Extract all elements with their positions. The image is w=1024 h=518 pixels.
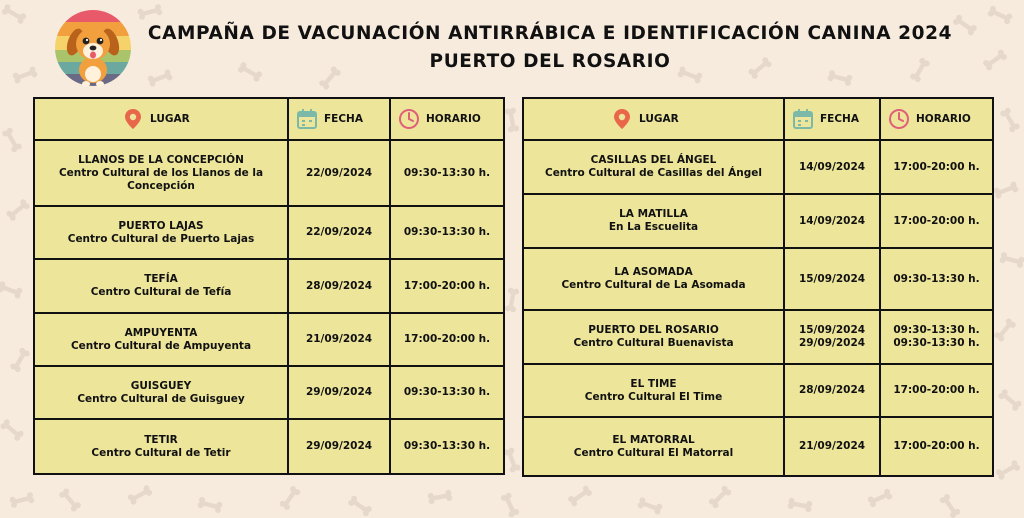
fecha-cell: 15/09/2024 <box>784 248 880 310</box>
fecha-cell <box>784 310 880 364</box>
header-horario <box>390 98 504 140</box>
lugar-cell <box>523 248 784 310</box>
venue-name: Centro Cultural Buenavista <box>573 337 734 349</box>
table-header-row <box>523 98 993 140</box>
lugar-cell <box>523 140 784 194</box>
lugar-cell <box>34 140 288 206</box>
table-row <box>34 140 504 206</box>
venue-name: Centro Cultural El Time <box>584 390 723 403</box>
table-row <box>34 259 504 313</box>
fecha-cell: 29/09/2024 <box>288 366 390 419</box>
header-horario <box>880 98 993 140</box>
lugar-cell <box>523 310 784 364</box>
venue-name: Centro Cultural de Tetir <box>91 446 231 459</box>
horario-cell: 09:30-13:30 h. <box>880 248 993 310</box>
horario-cell: 17:00-20:00 h. <box>390 259 504 313</box>
table-row <box>523 364 993 417</box>
horario-cell: 17:00-20:00 h. <box>880 364 993 417</box>
dog-logo <box>53 8 133 88</box>
lugar-cell <box>34 206 288 259</box>
place-name: TETIR <box>144 433 178 446</box>
place-name: LA MATILLA <box>619 208 688 220</box>
table-row <box>34 206 504 259</box>
place-name: LA ASOMADA <box>614 266 693 278</box>
lugar-cell <box>523 194 784 248</box>
table-row <box>523 194 993 248</box>
header-horario-label: HORARIO <box>426 112 481 125</box>
place-name: PUERTO DEL ROSARIO <box>588 324 719 336</box>
table-row <box>523 140 993 194</box>
header-fecha-label: FECHA <box>820 112 859 125</box>
venue-name: Centro Cultural de La Asomada <box>561 279 746 291</box>
clock-icon <box>398 108 420 130</box>
title-line-1: CAMPAÑA DE VACUNACIÓN ANTIRRÁBICA E IDENTIFICACIÓN CANINA 2024 <box>147 23 953 44</box>
clock-icon <box>888 108 910 130</box>
fecha-value: 15/09/2024 <box>798 324 866 336</box>
horario-value: 09:30-13:30 h. <box>893 324 980 336</box>
table-row <box>523 417 993 476</box>
fecha-value-2: 29/09/2024 <box>798 337 866 349</box>
header-lugar <box>523 98 784 140</box>
schedule-table-left <box>33 97 505 475</box>
location-pin-icon <box>122 108 144 130</box>
place-name: PUERTO LAJAS <box>118 219 204 232</box>
horario-cell: 17:00-20:00 h. <box>880 417 993 476</box>
place-name: AMPUYENTA <box>124 326 198 339</box>
fecha-cell: 28/09/2024 <box>288 259 390 313</box>
fecha-cell: 28/09/2024 <box>784 364 880 417</box>
venue-name: Centro Cultural de Tefía <box>90 286 232 298</box>
horario-cell: 17:00-20:00 h. <box>880 194 993 248</box>
table-row <box>34 419 504 474</box>
place-name: EL TIME <box>630 377 677 390</box>
header-horario-label: HORARIO <box>916 112 971 125</box>
horario-cell: 09:30-13:30 h. <box>390 140 504 206</box>
venue-name: Centro Cultural El Matorral <box>573 446 734 459</box>
lugar-cell <box>34 419 288 474</box>
schedule-table-right <box>522 97 994 477</box>
table-row <box>34 366 504 419</box>
venue-name: En La Escuelita <box>608 221 699 233</box>
header-fecha <box>784 98 880 140</box>
horario-cell: 09:30-13:30 h. <box>390 366 504 419</box>
place-name: LLANOS DE LA CONCEPCIÓN <box>78 153 244 166</box>
horario-cell: 09:30-13:30 h. <box>390 206 504 259</box>
fecha-cell: 21/09/2024 <box>288 313 390 366</box>
fecha-cell: 14/09/2024 <box>784 140 880 194</box>
horario-cell: 17:00-20:00 h. <box>390 313 504 366</box>
fecha-cell: 21/09/2024 <box>784 417 880 476</box>
venue-name: Centro Cultural de Guisguey <box>77 392 245 405</box>
venue-name: Centro Cultural de Puerto Lajas <box>67 232 255 245</box>
place-name: EL MATORRAL <box>612 433 695 446</box>
page-title <box>140 20 960 76</box>
title-line-2: PUERTO DEL ROSARIO <box>429 51 671 72</box>
table-header-row <box>34 98 504 140</box>
location-pin-icon <box>611 108 633 130</box>
header-fecha <box>288 98 390 140</box>
lugar-cell <box>34 259 288 313</box>
venue-name: Centro Cultural de los Llanos de la Concepción <box>58 166 264 192</box>
calendar-icon <box>792 108 814 130</box>
table-row <box>523 310 993 364</box>
fecha-cell: 22/09/2024 <box>288 206 390 259</box>
lugar-cell <box>523 364 784 417</box>
fecha-cell: 29/09/2024 <box>288 419 390 474</box>
place-name: CASILLAS DEL ÁNGEL <box>590 154 717 166</box>
venue-name: Centro Cultural de Ampuyenta <box>70 339 252 352</box>
lugar-cell <box>34 313 288 366</box>
venue-name: Centro Cultural de Casillas del Ángel <box>544 167 762 179</box>
horario-cell: 17:00-20:00 h. <box>880 140 993 194</box>
lugar-cell <box>34 366 288 419</box>
fecha-cell: 22/09/2024 <box>288 140 390 206</box>
horario-cell <box>880 310 993 364</box>
table-row <box>523 248 993 310</box>
fecha-cell: 14/09/2024 <box>784 194 880 248</box>
table-row <box>34 313 504 366</box>
place-name: TEFÍA <box>144 273 178 285</box>
calendar-icon <box>296 108 318 130</box>
header-lugar-label: LUGAR <box>639 112 679 125</box>
header-lugar <box>34 98 288 140</box>
horario-cell: 09:30-13:30 h. <box>390 419 504 474</box>
lugar-cell <box>523 417 784 476</box>
horario-value-2: 09:30-13:30 h. <box>893 337 980 349</box>
place-name: GUISGUEY <box>130 379 192 392</box>
header-lugar-label: LUGAR <box>150 112 190 125</box>
header-fecha-label: FECHA <box>324 112 363 125</box>
